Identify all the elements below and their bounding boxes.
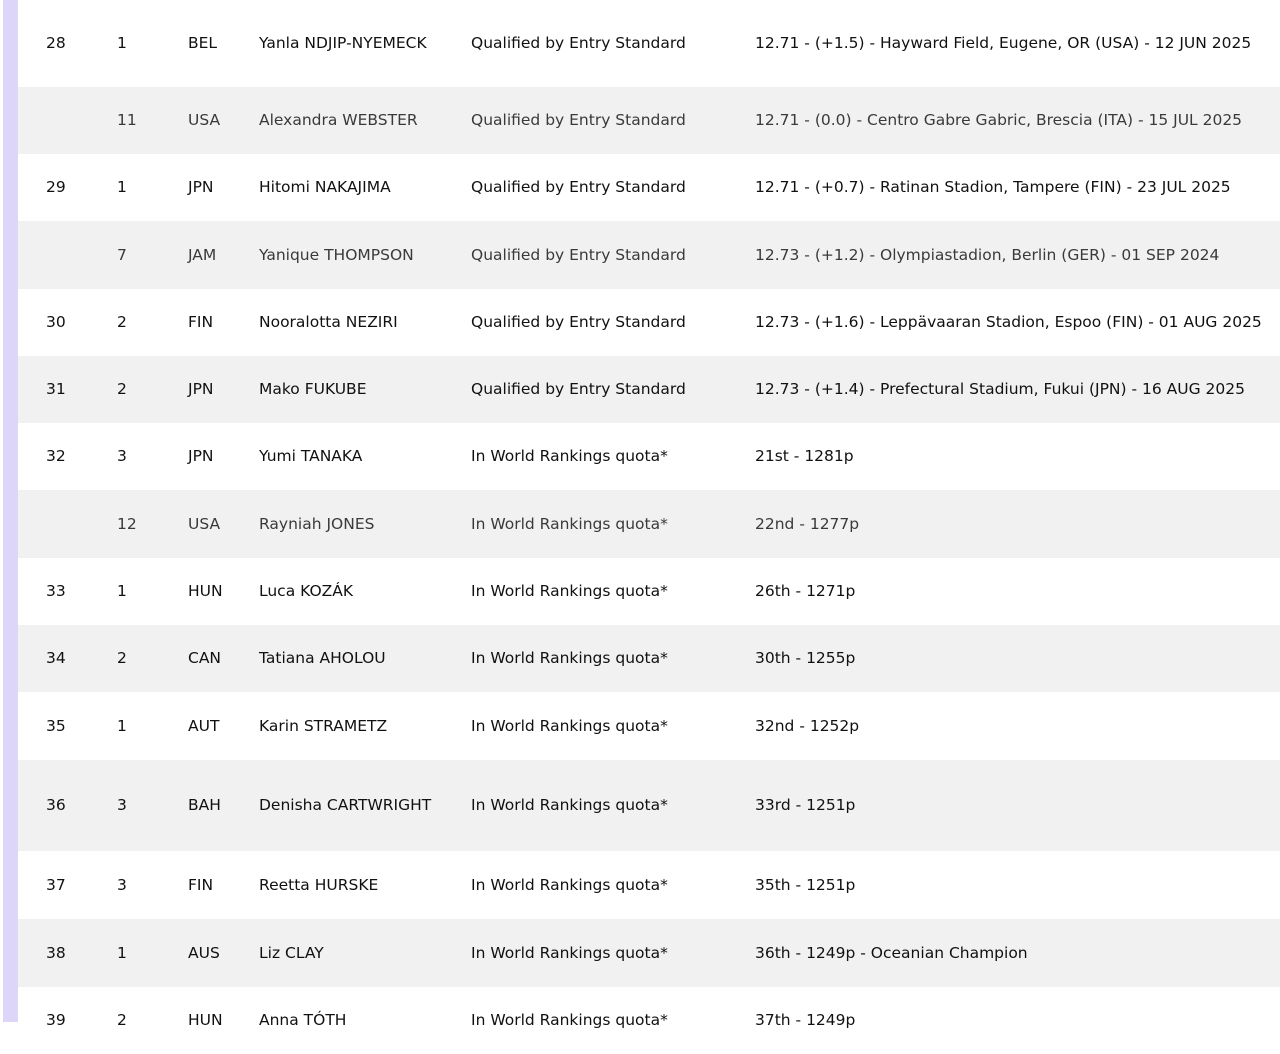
athlete-name-cell[interactable]: Nooralotta NEZIRI — [259, 313, 398, 331]
performance-cell: 21st - 1281p — [755, 447, 854, 465]
country-cell: AUT — [188, 716, 220, 735]
position-cell: 31 — [46, 380, 66, 398]
country-cell: HUN — [188, 1011, 223, 1029]
country-cell: AUS — [188, 943, 220, 962]
qualification-cell: In World Rankings quota* — [471, 875, 668, 894]
position-cell: 38 — [46, 943, 66, 962]
country-cell: USA — [188, 111, 221, 129]
position-cell: 36 — [46, 796, 66, 814]
athlete-name-cell[interactable]: Liz CLAY — [259, 943, 324, 962]
country-cell: HUN — [188, 582, 223, 600]
qualification-cell: In World Rankings quota* — [471, 447, 668, 465]
athlete-name-cell[interactable]: Reetta HURSKE — [259, 875, 379, 894]
performance-cell: 12.71 - (0.0) - Centro Gabre Gabric, Brescia (ITA) - 15 JUL 2025 — [755, 111, 1243, 129]
qualification-table — [18, 0, 1280, 1054]
performance-cell: 32nd - 1252p — [755, 716, 860, 735]
position-cell: 39 — [46, 1011, 66, 1029]
left-accent-rail — [3, 0, 18, 1022]
table-row — [18, 760, 1280, 851]
performance-cell: 35th - 1251p — [755, 875, 856, 894]
country-rank-cell: 1 — [117, 582, 127, 600]
country-rank-cell: 1 — [117, 716, 127, 735]
qualification-cell: In World Rankings quota* — [471, 582, 668, 600]
athlete-name-cell[interactable]: Hitomi NAKAJIMA — [259, 178, 391, 196]
athlete-name-cell[interactable]: Denisha CARTWRIGHT — [259, 796, 432, 814]
performance-cell: 12.71 - (+1.5) - Hayward Field, Eugene, OR (USA) - 12 JUN 2025 — [755, 34, 1252, 52]
country-cell: USA — [188, 514, 221, 533]
qualification-cell: In World Rankings quota* — [471, 796, 668, 814]
table-row — [18, 0, 1280, 87]
position-cell — [46, 490, 106, 558]
country-rank-cell: 3 — [117, 447, 127, 465]
qualification-cell: In World Rankings quota* — [471, 1011, 668, 1029]
performance-cell: 12.73 - (+1.2) - Olympiastadion, Berlin (GER) - 01 SEP 2024 — [755, 245, 1220, 264]
country-cell: JPN — [188, 380, 214, 398]
table-row — [18, 987, 1280, 1054]
country-cell: BEL — [188, 34, 218, 52]
qualification-cell: Qualified by Entry Standard — [471, 178, 686, 196]
position-cell: 33 — [46, 582, 66, 600]
athlete-name-cell[interactable]: Karin STRAMETZ — [259, 716, 388, 735]
qualification-cell: In World Rankings quota* — [471, 514, 668, 533]
country-cell: CAN — [188, 649, 222, 667]
table-row — [18, 289, 1280, 356]
qualification-cell: Qualified by Entry Standard — [471, 111, 686, 129]
country-rank-cell: 11 — [117, 111, 137, 129]
position-cell — [46, 221, 106, 289]
position-cell: 34 — [46, 649, 66, 667]
country-rank-cell: 1 — [117, 943, 127, 962]
table-row — [18, 423, 1280, 490]
position-cell: 29 — [46, 178, 66, 196]
athlete-name-cell[interactable]: Mako FUKUBE — [259, 380, 367, 398]
table-row — [18, 692, 1280, 760]
performance-cell: 22nd - 1277p — [755, 514, 860, 533]
qualification-cell: Qualified by Entry Standard — [471, 380, 686, 398]
athlete-name-cell[interactable]: Alexandra WEBSTER — [259, 111, 418, 129]
table-row — [18, 154, 1280, 221]
athlete-name-cell[interactable]: Yumi TANAKA — [259, 447, 363, 465]
performance-cell: 12.73 - (+1.4) - Prefectural Stadium, Fukui (JPN) - 16 AUG 2025 — [755, 380, 1245, 398]
table-row — [18, 558, 1280, 625]
table-row — [18, 919, 1280, 987]
position-cell: 37 — [46, 875, 66, 894]
qualification-cell: Qualified by Entry Standard — [471, 34, 686, 52]
performance-cell: 33rd - 1251p — [755, 796, 856, 814]
qualification-cell: In World Rankings quota* — [471, 649, 668, 667]
performance-cell: 30th - 1255p — [755, 649, 856, 667]
table-row — [18, 356, 1280, 423]
country-cell: JAM — [188, 245, 217, 264]
position-cell: 30 — [46, 313, 66, 331]
country-cell: FIN — [188, 313, 214, 331]
country-rank-cell: 2 — [117, 649, 127, 667]
country-rank-cell: 1 — [117, 34, 127, 52]
athlete-name-cell[interactable]: Luca KOZÁK — [259, 582, 354, 600]
athlete-name-cell[interactable]: Yanla NDJIP-NYEMECK — [259, 34, 427, 52]
table-row — [18, 490, 1280, 558]
athlete-name-cell[interactable]: Rayniah JONES — [259, 514, 375, 533]
country-cell: BAH — [188, 796, 221, 814]
qualification-cell: Qualified by Entry Standard — [471, 245, 686, 264]
position-cell: 32 — [46, 447, 66, 465]
country-cell: JPN — [188, 447, 214, 465]
qualification-cell: In World Rankings quota* — [471, 716, 668, 735]
table-row — [18, 87, 1280, 154]
table-row — [18, 625, 1280, 692]
table-row — [18, 221, 1280, 289]
performance-cell: 26th - 1271p — [755, 582, 856, 600]
country-rank-cell: 2 — [117, 313, 127, 331]
table-row — [18, 851, 1280, 919]
country-rank-cell: 2 — [117, 1011, 127, 1029]
country-rank-cell: 3 — [117, 796, 127, 814]
qualification-cell: Qualified by Entry Standard — [471, 313, 686, 331]
qualification-cell: In World Rankings quota* — [471, 943, 668, 962]
performance-cell: 37th - 1249p — [755, 1011, 856, 1029]
position-cell: 28 — [46, 34, 66, 52]
country-rank-cell: 1 — [117, 178, 127, 196]
country-rank-cell: 7 — [117, 245, 127, 264]
position-cell — [46, 87, 106, 154]
country-rank-cell: 2 — [117, 380, 127, 398]
athlete-name-cell[interactable]: Anna TÓTH — [259, 1011, 347, 1029]
country-cell: FIN — [188, 875, 214, 894]
athlete-name-cell[interactable]: Tatiana AHOLOU — [259, 649, 386, 667]
performance-cell: 12.71 - (+0.7) - Ratinan Stadion, Tampere (FIN) - 23 JUL 2025 — [755, 178, 1231, 196]
performance-cell: 12.73 - (+1.6) - Leppävaaran Stadion, Espoo (FIN) - 01 AUG 2025 — [755, 313, 1262, 331]
athlete-name-cell[interactable]: Yanique THOMPSON — [259, 245, 414, 264]
country-rank-cell: 12 — [117, 514, 137, 533]
country-rank-cell: 3 — [117, 875, 127, 894]
performance-cell: 36th - 1249p - Oceanian Champion — [755, 943, 1028, 962]
position-cell: 35 — [46, 716, 66, 735]
country-cell: JPN — [188, 178, 214, 196]
